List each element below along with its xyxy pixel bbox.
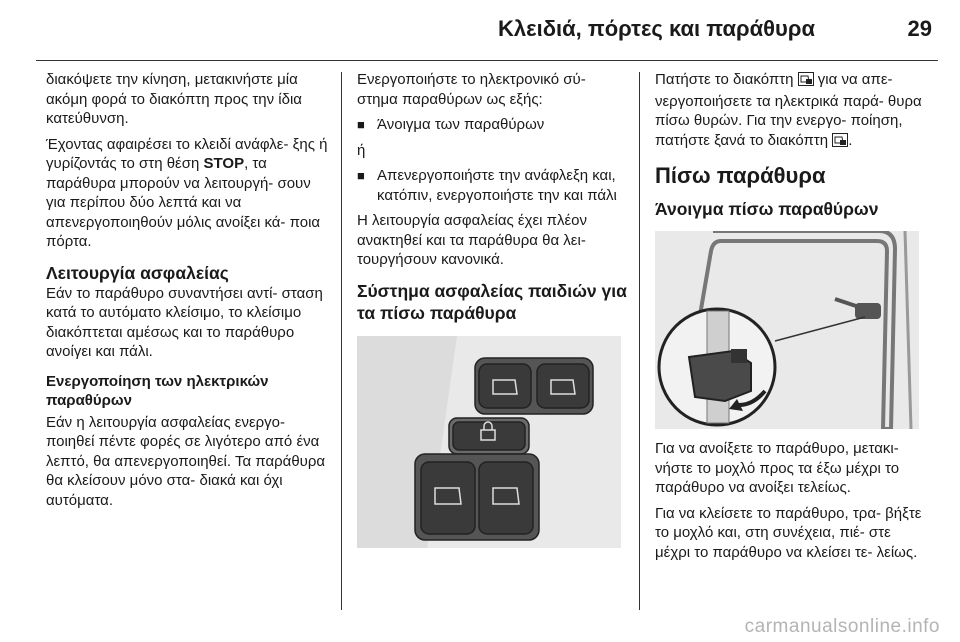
column-divider [639,72,640,610]
paragraph: Για να κλείσετε το παράθυρο, τρα‐ βήξτε το μοχλό και, στη συνέχεια, πιέ‐ στε μέχρι το παράθυρο να κλείσει τε‐ λείως. [655,504,922,561]
subsection-heading: Άνοιγμα πίσω παραθύρων [655,198,879,219]
list-item: ■ Απενεργοποιήστε την ανάφλεξη και, κατόπιν, ενεργοποιήστε την και πάλι [357,166,629,205]
column-left [46,70,330,516]
stop-label: STOP [203,155,245,172]
section-heading: Πίσω παράθυρα [655,163,826,188]
lever-latch-icon [655,231,919,429]
text: Έχοντας αφαιρέσει το κλειδί ανάφλε‐ ξης ή γυρίζοντάς το στη θέση [46,135,328,172]
text: . [848,131,853,149]
subsection-heading: Ενεργοποίηση των ηλεκτρικών παραθύρων [46,372,269,409]
paragraph: διακόψετε την κίνηση, μετακινήστε μία ακόμη φορά το διακόπτη προς την ίδια κατεύθυνση. [46,71,302,127]
paragraph: Η λειτουργία ασφαλείας έχει πλέον ανακτηθεί και τα παράθυρα θα λει‐ τουργήσουν κανονικά. [357,212,588,268]
section-heading: Λειτουργία ασφαλείας [46,262,229,283]
text: Πατήστε το διακόπτη [655,71,798,88]
text: , τα παράθυρα μπορούν να λειτουργή‐ σουν για περίπου δύο λεπτά και να απενεργοποιηθούν μόλις ανοίξει κά‐ ποια πόρτα. [46,155,321,250]
window-lock-icon [798,72,814,92]
paragraph [655,70,927,152]
list-item: ■ Άνοιγμα των παραθύρων [357,115,629,135]
window-lock-icon [832,133,848,153]
paragraph: Εάν η λειτουργία ασφαλείας ενεργο‐ ποιηθεί πέντε φορές σε λιγότερο από ένα λεπτό, θα απενεργοποιηθεί. Τα παράθυρα θα κλείσουν μόνο στα‐ διακά και όχι αυτόματα. [46,413,326,509]
paragraph: Εάν το παράθυρο συναντήσει αντί‐ σταση κατά το αυτόματο κλείσιμο, το κλείσιμο διακόπτεται αμέσως και το παράθυρο ανοίγει και πάλι. [46,284,323,360]
text: για να απε‐ νεργοποιήσετε τα ηλεκτρικά παρά‐ θυρα πίσω θυρών. Για την ενεργο‐ ποίηση, πατήστε ξανά το διακόπτη [655,71,922,149]
column-middle [357,70,629,548]
window-switch-panel-figure [357,336,621,548]
column-divider [341,72,342,610]
header-rule [36,60,938,61]
section-heading: Σύστημα ασφαλείας παιδιών για τα πίσω παράθυρα [357,280,627,323]
page-header-title: Κλειδιά, πόρτες και παράθυρα [498,16,815,41]
rear-window-latch-figure [655,231,919,429]
paragraph: Ενεργοποιήστε το ηλεκτρονικό σύ‐ στημα παραθύρων ως εξής: [357,71,586,108]
window-switch-icon [357,336,621,548]
or-text: ή [357,141,366,159]
column-right [655,70,927,568]
paragraph [46,135,330,252]
paragraph: Για να ανοίξετε το παράθυρο, μετακι‐ νήστε το μοχλό προς τα έξω μέχρι το παράθυρο να ανοίξει τελείως. [655,440,900,496]
watermark: carmanualsonline.info [744,616,940,637]
page-number: 29 [907,16,932,41]
